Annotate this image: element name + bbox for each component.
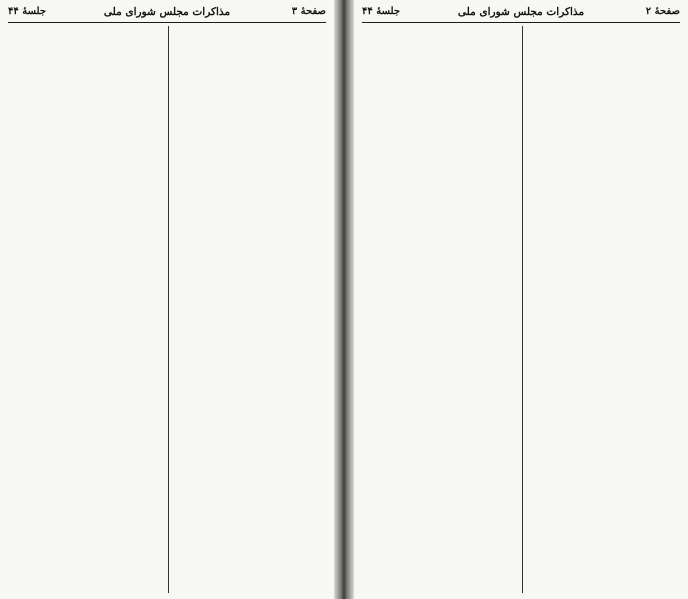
left-page [0, 0, 334, 599]
column-divider [522, 26, 523, 593]
header-rule [362, 22, 680, 23]
header-rule [8, 22, 326, 23]
session-number: جلسهٔ ۴۴ [8, 6, 47, 17]
right-page [354, 0, 688, 599]
text-column-right [172, 28, 326, 593]
publication-title: مذاکرات مجلس شورای ملی [103, 6, 231, 18]
text-column-right [526, 28, 680, 593]
publication-title: مذاکرات مجلس شورای ملی [457, 6, 585, 18]
page-header [362, 6, 680, 22]
text-column-left [8, 28, 164, 593]
column-divider [168, 26, 169, 593]
session-number: جلسهٔ ۴۴ [362, 6, 401, 17]
text-column-left [362, 28, 518, 593]
page-number: صفحهٔ ۳ [291, 6, 326, 17]
page-number: صفحهٔ ۲ [645, 6, 680, 17]
book-gutter [334, 0, 354, 599]
page-header [8, 6, 326, 22]
